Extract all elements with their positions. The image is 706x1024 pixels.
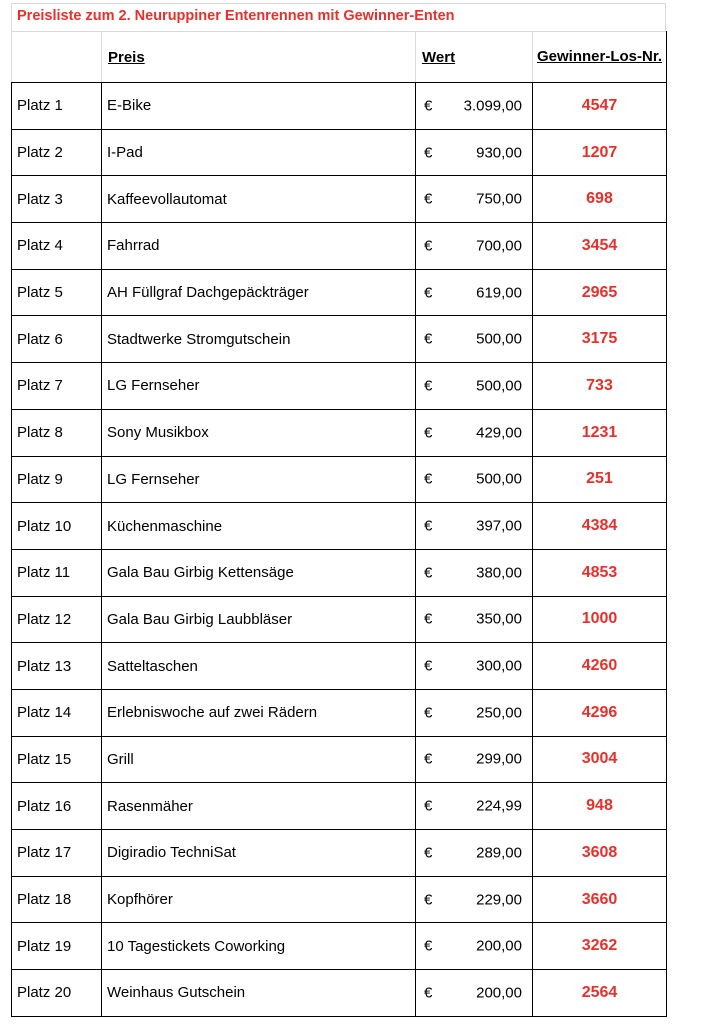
table-row: [12, 549, 667, 596]
gewinner-los-cell: 3608: [533, 830, 667, 877]
preis-cell: Weinhaus Gutschein: [102, 970, 416, 1017]
wert-amount: 300,00: [476, 657, 522, 675]
column-header-gewinner-los: [533, 32, 667, 83]
preis-cell: LG Fernseher: [102, 456, 416, 503]
preis-cell: Stadtwerke Stromgutschein: [102, 316, 416, 363]
wert-amount: 224,99: [476, 797, 522, 815]
table-row: [12, 503, 667, 550]
table-row: [12, 83, 667, 130]
platz-cell: Platz 17: [12, 830, 102, 877]
wert-cell: [416, 876, 533, 923]
column-header-preis-label: Preis: [108, 48, 145, 66]
wert-cell: [416, 783, 533, 830]
wert-amount: 500,00: [476, 377, 522, 395]
preis-cell: E-Bike: [102, 83, 416, 130]
wert-amount: 299,00: [476, 750, 522, 768]
platz-cell: Platz 10: [12, 503, 102, 550]
table-row: [12, 316, 667, 363]
euro-symbol: €: [424, 610, 433, 628]
wert-amount: 380,00: [476, 564, 522, 582]
wert-cell: [416, 316, 533, 363]
wert-amount: 429,00: [476, 424, 522, 442]
preis-cell: I-Pad: [102, 129, 416, 176]
platz-cell: Platz 3: [12, 176, 102, 223]
wert-amount: 289,00: [476, 844, 522, 862]
euro-symbol: €: [424, 144, 433, 162]
preis-cell: Fahrrad: [102, 223, 416, 270]
table-row: [12, 409, 667, 456]
euro-symbol: €: [424, 284, 433, 302]
wert-amount: 700,00: [476, 237, 522, 255]
platz-cell: Platz 16: [12, 783, 102, 830]
wert-cell: [416, 269, 533, 316]
wert-amount: 200,00: [476, 937, 522, 955]
platz-cell: Platz 20: [12, 970, 102, 1017]
table-row: [12, 876, 667, 923]
preis-cell: Küchenmaschine: [102, 503, 416, 550]
gewinner-los-cell: 3262: [533, 923, 667, 970]
euro-symbol: €: [424, 657, 433, 675]
preis-cell: Rasenmäher: [102, 783, 416, 830]
wert-cell: [416, 83, 533, 130]
wert-amount: 397,00: [476, 517, 522, 535]
euro-symbol: €: [424, 237, 433, 255]
gewinner-los-cell: 948: [533, 783, 667, 830]
table-body: [12, 83, 667, 1017]
euro-symbol: €: [424, 797, 433, 815]
price-table: [11, 31, 667, 1017]
price-list-sheet: [11, 3, 666, 1017]
wert-amount: 500,00: [476, 470, 522, 488]
gewinner-los-cell: 698: [533, 176, 667, 223]
table-row: [12, 923, 667, 970]
wert-amount: 930,00: [476, 144, 522, 162]
table-row: [12, 176, 667, 223]
gewinner-los-cell: 4547: [533, 83, 667, 130]
table-row: [12, 596, 667, 643]
euro-symbol: €: [424, 517, 433, 535]
gewinner-los-cell: 251: [533, 456, 667, 503]
preis-cell: Grill: [102, 736, 416, 783]
platz-cell: Platz 11: [12, 549, 102, 596]
wert-amount: 200,00: [476, 984, 522, 1002]
preis-cell: LG Fernseher: [102, 363, 416, 410]
table-row: [12, 269, 667, 316]
gewinner-los-cell: 3660: [533, 876, 667, 923]
table-row: [12, 736, 667, 783]
wert-cell: [416, 456, 533, 503]
wert-amount: 229,00: [476, 891, 522, 909]
preis-cell: Gala Bau Girbig Laubbläser: [102, 596, 416, 643]
wert-cell: [416, 363, 533, 410]
preis-cell: Satteltaschen: [102, 643, 416, 690]
wert-cell: [416, 176, 533, 223]
platz-cell: Platz 6: [12, 316, 102, 363]
wert-cell: [416, 549, 533, 596]
gewinner-los-cell: 3454: [533, 223, 667, 270]
wert-cell: [416, 643, 533, 690]
preis-cell: Digiradio TechniSat: [102, 830, 416, 877]
wert-amount: 750,00: [476, 190, 522, 208]
column-header-wert: [416, 32, 533, 83]
gewinner-los-cell: 4384: [533, 503, 667, 550]
platz-cell: Platz 18: [12, 876, 102, 923]
wert-cell: [416, 503, 533, 550]
wert-cell: [416, 596, 533, 643]
platz-cell: Platz 4: [12, 223, 102, 270]
page-title: Preisliste zum 2. Neuruppiner Entenrennen mit Gewinner-Enten: [17, 8, 455, 24]
euro-symbol: €: [424, 377, 433, 395]
platz-cell: Platz 12: [12, 596, 102, 643]
wert-cell: [416, 970, 533, 1017]
table-row: [12, 830, 667, 877]
platz-cell: Platz 14: [12, 689, 102, 736]
wert-amount: 3.099,00: [463, 97, 522, 115]
preis-cell: Erlebniswoche auf zwei Rädern: [102, 689, 416, 736]
wert-amount: 250,00: [476, 704, 522, 722]
table-row: [12, 643, 667, 690]
wert-cell: [416, 129, 533, 176]
preis-cell: Gala Bau Girbig Kettensäge: [102, 549, 416, 596]
wert-cell: [416, 409, 533, 456]
gewinner-los-cell: 3004: [533, 736, 667, 783]
gewinner-los-cell: 1000: [533, 596, 667, 643]
gewinner-los-cell: 4853: [533, 549, 667, 596]
euro-symbol: €: [424, 330, 433, 348]
gewinner-los-cell: 1207: [533, 129, 667, 176]
column-header-platz: [12, 32, 102, 83]
gewinner-los-cell: 2564: [533, 970, 667, 1017]
gewinner-los-cell: 4260: [533, 643, 667, 690]
table-row: [12, 689, 667, 736]
platz-cell: Platz 1: [12, 83, 102, 130]
table-row: [12, 129, 667, 176]
wert-cell: [416, 923, 533, 970]
euro-symbol: €: [424, 470, 433, 488]
preis-cell: AH Füllgraf Dachgepäckträger: [102, 269, 416, 316]
table-row: [12, 223, 667, 270]
preis-cell: 10 Tagestickets Coworking: [102, 923, 416, 970]
euro-symbol: €: [424, 564, 433, 582]
column-header-wert-label: Wert: [422, 48, 456, 66]
wert-cell: [416, 223, 533, 270]
wert-amount: 619,00: [476, 284, 522, 302]
preis-cell: Sony Musikbox: [102, 409, 416, 456]
platz-cell: Platz 13: [12, 643, 102, 690]
euro-symbol: €: [424, 424, 433, 442]
title-row: [11, 3, 666, 31]
euro-symbol: €: [424, 891, 433, 909]
header-row: [12, 32, 667, 83]
wert-cell: [416, 689, 533, 736]
wert-amount: 350,00: [476, 610, 522, 628]
column-header-gewinner-los-label: Gewinner-Los-Nr.: [536, 48, 663, 65]
platz-cell: Platz 2: [12, 129, 102, 176]
euro-symbol: €: [424, 844, 433, 862]
platz-cell: Platz 5: [12, 269, 102, 316]
gewinner-los-cell: 733: [533, 363, 667, 410]
euro-symbol: €: [424, 97, 433, 115]
wert-cell: [416, 736, 533, 783]
preis-cell: Kopfhörer: [102, 876, 416, 923]
platz-cell: Platz 19: [12, 923, 102, 970]
platz-cell: Platz 15: [12, 736, 102, 783]
table-row: [12, 363, 667, 410]
euro-symbol: €: [424, 937, 433, 955]
wert-amount: 500,00: [476, 330, 522, 348]
platz-cell: Platz 9: [12, 456, 102, 503]
table-row: [12, 970, 667, 1017]
euro-symbol: €: [424, 190, 433, 208]
table-row: [12, 783, 667, 830]
gewinner-los-cell: 3175: [533, 316, 667, 363]
preis-cell: Kaffeevollautomat: [102, 176, 416, 223]
gewinner-los-cell: 4296: [533, 689, 667, 736]
euro-symbol: €: [424, 984, 433, 1002]
table-row: [12, 456, 667, 503]
euro-symbol: €: [424, 750, 433, 768]
wert-cell: [416, 830, 533, 877]
column-header-preis: [102, 32, 416, 83]
gewinner-los-cell: 2965: [533, 269, 667, 316]
platz-cell: Platz 8: [12, 409, 102, 456]
platz-cell: Platz 7: [12, 363, 102, 410]
gewinner-los-cell: 1231: [533, 409, 667, 456]
euro-symbol: €: [424, 704, 433, 722]
